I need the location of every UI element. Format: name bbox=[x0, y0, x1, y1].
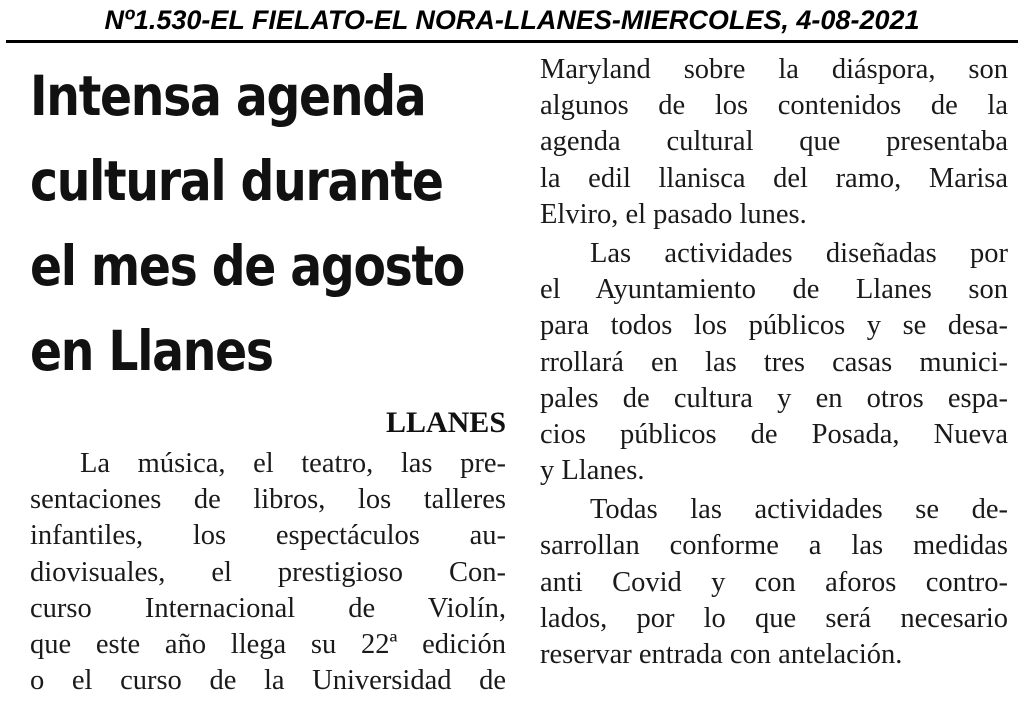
paragraph-3 bbox=[540, 492, 1008, 673]
text-line: reservar entrada con antelación. bbox=[540, 639, 903, 670]
text-line: o el curso de la Universidad de bbox=[30, 665, 506, 697]
text-line: lados, por lo que será necesario bbox=[540, 602, 1008, 634]
text-line: Las actividades diseñadas por bbox=[590, 237, 1008, 269]
headline-line: Intensa agenda bbox=[30, 64, 426, 128]
headline-line: cultural durante bbox=[30, 149, 443, 213]
right-column bbox=[540, 52, 1008, 673]
text-line: infantiles, los espectáculos au- bbox=[30, 520, 506, 552]
text-line: rrollará en las tres casas munici- bbox=[540, 346, 1008, 378]
text-line: y Llanes. bbox=[540, 455, 645, 487]
text-line: Maryland sobre la diáspora, son bbox=[540, 54, 1008, 85]
text-line: cios públicos de Posada, Nueva bbox=[540, 418, 1008, 450]
text-line: curso Internacional de Violín, bbox=[30, 592, 506, 624]
text-line: algunos de los contenidos de la bbox=[540, 90, 1008, 122]
newspaper-masthead: Nº1.530-EL FIELATO-EL NORA-LLANES-MIERCOLES, 4-08-2021 bbox=[6, 2, 1018, 43]
headline-line: el mes de agosto bbox=[30, 234, 465, 298]
article-headline bbox=[30, 54, 512, 394]
text-line: agenda cultural que presentaba bbox=[540, 126, 1008, 158]
text-line: pales de cultura y en otros espa- bbox=[540, 382, 1008, 414]
article-body-left bbox=[30, 446, 506, 699]
text-line: La música, el teatro, las pre- bbox=[80, 448, 506, 479]
paragraph-2 bbox=[540, 236, 1008, 489]
text-line: Elviro, el pasado lunes. bbox=[540, 198, 807, 230]
headline-line: en Llanes bbox=[30, 319, 273, 383]
text-line: sentaciones de libros, los talleres bbox=[30, 484, 506, 516]
text-line: la edil llanisca del ramo, Marisa bbox=[540, 162, 1008, 194]
left-column bbox=[30, 54, 506, 697]
text-line: el Ayuntamiento de Llanes son bbox=[540, 274, 1008, 306]
text-line: anti Covid y con aforos contro- bbox=[540, 566, 1008, 598]
text-line: sarrollan conforme a las medidas bbox=[540, 530, 1008, 562]
paragraph-1 bbox=[540, 52, 1008, 233]
article-byline: LLANES bbox=[385, 406, 506, 439]
text-line: diovisuales, el prestigioso Con- bbox=[30, 556, 506, 588]
text-line: Todas las actividades se de- bbox=[590, 494, 1008, 526]
text-line: que este año llega su 22ª edición bbox=[30, 628, 506, 660]
text-line: para todos los públicos y se desa- bbox=[540, 310, 1008, 342]
